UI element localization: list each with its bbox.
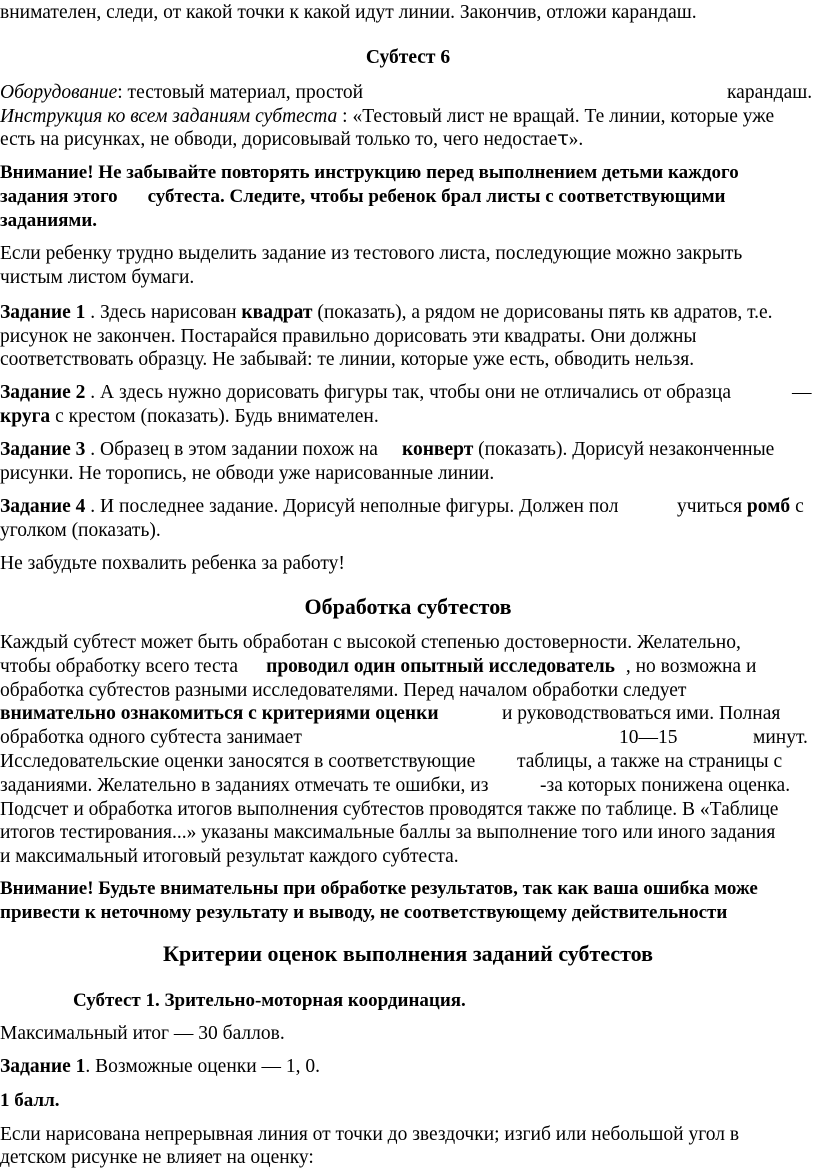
warning-line-2 — [0, 184, 725, 209]
note-line-2: чистым листом бумаги. — [0, 267, 195, 288]
task1-line-1 — [0, 300, 773, 325]
task1-line-3: соответствовать образцу. Не забывай: те линии, которые уже есть, обводить нельзя. — [0, 349, 695, 370]
task4-label: Задание 4 — [0, 496, 86, 517]
processing-line-2 — [0, 654, 756, 679]
criteria-subheading: Субтест 1. Зрительно-моторная координация. — [73, 990, 466, 1011]
task3-text-b: (показать). Дорисуй незаконченные — [473, 439, 775, 460]
processing-warning-2: привести к неточному результату и выводу, не соответствующему действительности — [0, 902, 728, 923]
processing-line-6a: Исследовательские оценки заносятся в соответствующие — [0, 751, 476, 772]
equipment-end: карандаш. — [727, 82, 813, 103]
warning-line-3: заданиями. — [0, 210, 98, 231]
task3-bold: конверт — [401, 439, 474, 460]
task2-line-2 — [0, 404, 379, 429]
processing-line-8: Подсчет и обработка итогов выполнения субтестов проводятся также по таблице. В «Таблице — [0, 799, 779, 820]
praise-line: Не забудьте похвалить ребенка за работу! — [0, 553, 345, 574]
processing-line-2a: чтобы обработку всего теста — [0, 656, 239, 677]
subtest6-heading: Субтест 6 — [365, 47, 451, 68]
processing-line-3: обработка субтестов разными исследователями. Перед началом обработки следует — [0, 680, 687, 701]
task4-line-2: уголком (показать). — [0, 520, 161, 541]
criteria-task1 — [0, 1054, 320, 1079]
instruction-line-2: есть на рисунках, не обводи, дорисовывай только то, чего недостаеꚍ». — [0, 129, 584, 150]
criteria-last-1: Если нарисована непрерывная линия от точки до звездочки; изгиб или небольшой угол в — [0, 1124, 740, 1145]
note-line-1: Если ребенку трудно выделить задание из тестового листа, последующие можно закрыть — [0, 243, 743, 264]
task2-label: Задание 2 — [0, 382, 86, 403]
processing-line-10: и максимальный итоговый результат каждого субтеста. — [0, 846, 459, 867]
equipment-label: Оборудование — [0, 82, 118, 103]
processing-warning-1: Внимание! Будьте внимательны при обработке результатов, так как ваша ошибка може — [0, 878, 758, 899]
instruction-text: : «Тестовый лист не вращай. Те линии, которые уже — [337, 106, 775, 127]
instruction-line — [0, 104, 774, 129]
task1-bold: квадрат — [241, 302, 313, 323]
task1-text-a: . Здесь нарисован — [85, 302, 242, 323]
processing-line-4 — [0, 701, 439, 726]
task2-dash: — — [792, 382, 812, 403]
task3-line-2: рисунки. Не торопись, не обводи уже нарисованные линии. — [0, 463, 495, 484]
task1-text-b: (показать), а рядом не дорисованы пять кв адратов, т.е. — [312, 302, 773, 323]
criteria-last-2: детском рисунке не влияет на оценку: — [0, 1147, 314, 1168]
processing-heading: Обработка субтестов — [304, 594, 512, 619]
processing-line-6b: таблицы, а также на страницы с — [517, 751, 783, 772]
task1-line-2: рисунок не закончен. Постарайся правильно дорисовать эти квадраты. Они должны — [0, 326, 697, 347]
instruction-label: Инструкция ко всем заданиям субтеста — [0, 106, 338, 127]
processing-line-7b: -за которых понижена оценка. — [540, 775, 791, 796]
processing-line-4b: и руководствоваться ими. Полная — [502, 703, 781, 724]
task3-text-a: . Образец в этом задании похож на — [85, 439, 378, 460]
task2-text-b: с крестом (показать). Будь внимателен. — [50, 406, 379, 427]
criteria-max: Максимальный итог — 30 баллов. — [0, 1023, 285, 1044]
processing-line-2b: , но возможна и — [620, 656, 757, 677]
task4-line-1-end — [677, 494, 804, 519]
processing-line-5a: обработка одного субтеста занимает — [0, 727, 302, 748]
criteria-task1-label: Задание 1 — [0, 1056, 86, 1077]
task4-text-b: учиться — [677, 496, 747, 517]
task4-bold: ромб — [746, 496, 791, 517]
equipment-text: : тестовый материал, простой — [117, 82, 364, 103]
criteria-heading: Критерии оценок выполнения заданий субтестов — [163, 941, 653, 966]
processing-line-2-bold: проводил один опытный исследователь — [266, 656, 615, 677]
processing-line-9: итогов тестирования...» указаны максимальные баллы за выполнение того или иного задания — [0, 822, 776, 843]
processing-line-7a: заданиями. Желательно в заданиях отмечать те ошибки, из — [0, 775, 489, 796]
task1-label: Задание 1 — [0, 302, 86, 323]
processing-line-5c: минут. — [753, 727, 808, 748]
task3-label: Задание 3 — [0, 439, 86, 460]
task2-line-1 — [0, 380, 731, 405]
task4-text-c: с — [790, 496, 804, 517]
criteria-task1-text: . Возможные оценки — 1, 0. — [85, 1056, 321, 1077]
processing-line-4-bold: внимательно ознакомиться с критериями оценки — [0, 703, 439, 724]
warning-line-1: Внимание! Не забывайте повторять инструкцию перед выполнением детьми каждого — [0, 162, 739, 183]
task4-text-a: . И последнее задание. Дорисуй неполные фигуры. Должен пол — [85, 496, 619, 517]
criteria-score-label: 1 балл. — [0, 1090, 60, 1111]
processing-line-5b: 10—15 — [619, 727, 678, 748]
task2-bold: круга — [0, 406, 51, 427]
equipment-line — [0, 80, 363, 105]
warning-line-2a: задания этого — [0, 186, 118, 207]
processing-line-1: Каждый субтест может быть обработан с высокой степенью достоверности. Желательно, — [0, 632, 741, 653]
task3-line-1 — [0, 437, 774, 462]
warning-line-2b: субтеста. Следите, чтобы ребенок брал листы с соответствующими — [147, 186, 726, 207]
task4-line-1 — [0, 494, 619, 519]
top-line: внимателен, следи, от какой точки к какой идут линии. Закончив, отложи карандаш. — [0, 2, 697, 23]
task2-text-a: . А здесь нужно дорисовать фигуры так, чтобы они не отличались от образца — [85, 382, 731, 403]
